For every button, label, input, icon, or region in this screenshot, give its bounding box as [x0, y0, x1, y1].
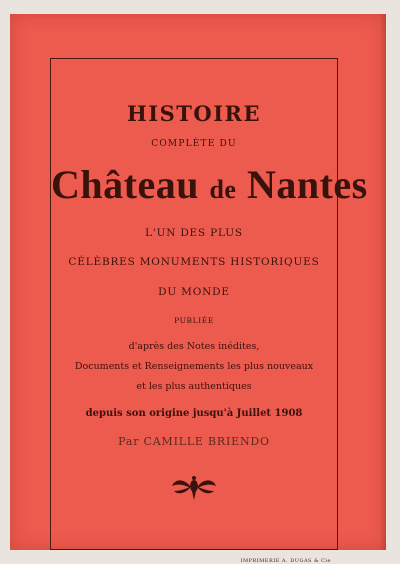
main-title: [51, 161, 368, 208]
subtitle-line-1: L'UN DES PLUS: [145, 227, 243, 239]
notes-line-1: d'après des Notes inédites,: [128, 341, 260, 352]
date-line: depuis son origine jusqu'à Juillet 1908: [85, 408, 303, 419]
fleuron-ornament-icon: [169, 475, 219, 501]
author-line: Par CAMILLE BRIENDO: [118, 435, 270, 448]
book-cover: [10, 14, 386, 564]
subtitle-line-2: CÉLÈBRES MONUMENTS HISTORIQUES: [68, 256, 320, 268]
notes-line-2: Documents et Renseignements les plus nouveaux: [74, 361, 314, 372]
title-nantes: Nantes: [246, 162, 368, 207]
notes-line-3: et les plus authentiques: [136, 381, 252, 392]
printer-imprint: IMPRIMERIE A. DUGAS & Cie: [240, 558, 331, 564]
cover-frame: [50, 58, 368, 564]
published-label: PUBLIÉE: [174, 316, 214, 325]
subtitle-line-3: DU MONDE: [158, 286, 230, 298]
title-complete-du: COMPLÈTE DU: [151, 139, 237, 149]
cover-edge-shadow: [380, 14, 386, 550]
title-chateau: Château: [51, 162, 199, 207]
title-de: de: [209, 175, 237, 204]
title-histoire: HISTOIRE: [126, 101, 262, 126]
